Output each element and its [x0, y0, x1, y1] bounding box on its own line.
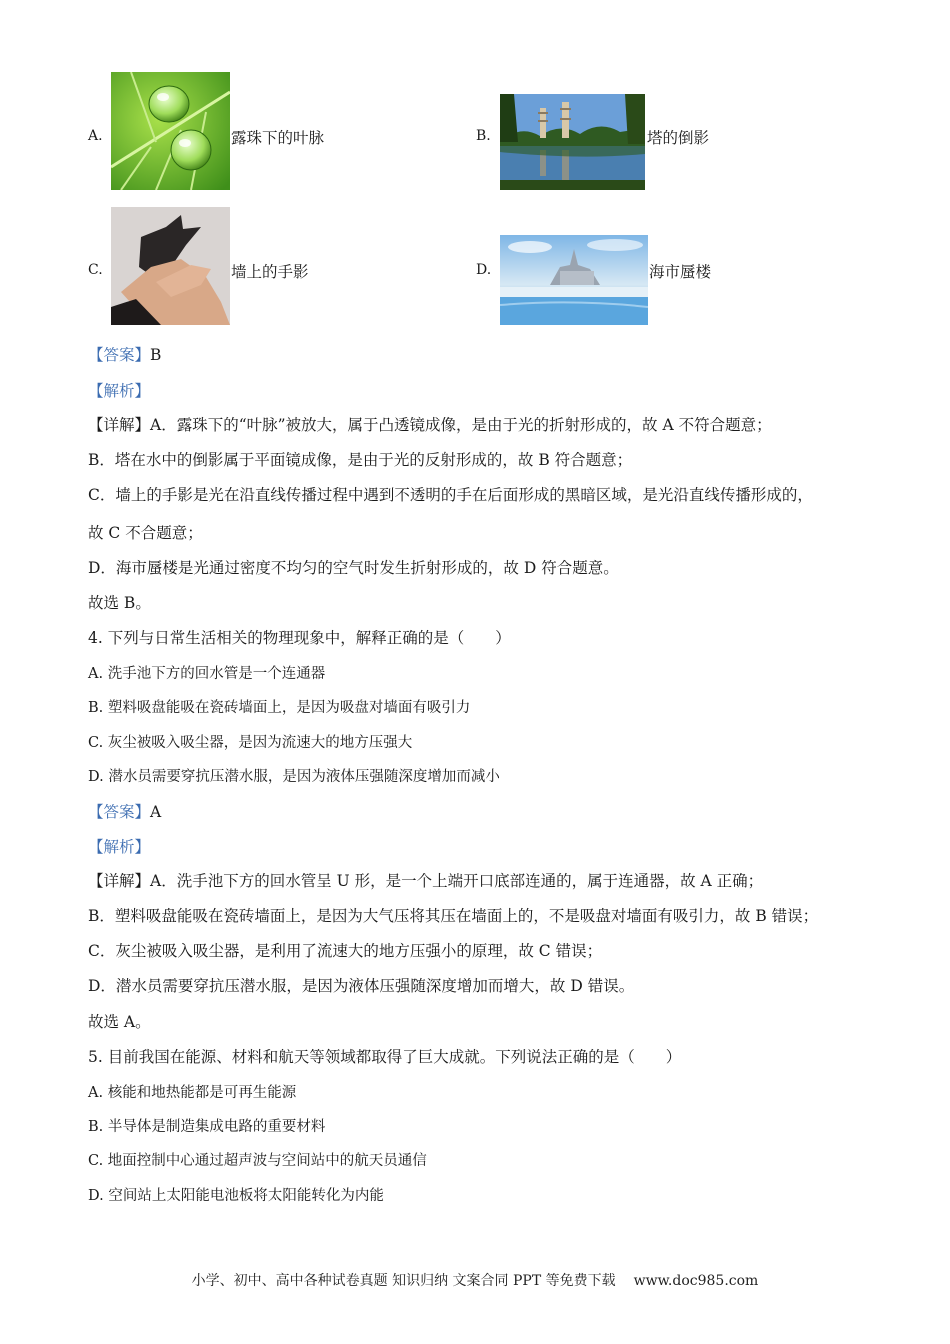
answer-tag: 【答案】: [88, 803, 151, 821]
conclusion-line: 故选 B。: [88, 594, 151, 612]
answer-line: [88, 800, 161, 822]
footer-url[interactable]: www.doc985.com: [633, 1273, 759, 1289]
option-letter: C.: [88, 262, 103, 278]
option-line: B. 塑料吸盘能吸在瓷砖墙面上，是因为吸盘对墙面有吸引力: [88, 700, 471, 716]
detail-line: D．海市蜃楼是光通过密度不均匀的空气时发生折射形成的，故 D 符合题意。: [88, 559, 619, 577]
option-line: A. 洗手池下方的回水管是一个连通器: [88, 666, 326, 682]
option-caption: 露珠下的叶脉: [231, 129, 325, 147]
mirage-image: [500, 235, 648, 325]
detail-tag: 【详解】: [88, 416, 151, 434]
option-line: C. 灰尘被吸入吸尘器，是因为流速大的地方压强大: [88, 735, 413, 751]
detail-line: 故 C 不合题意；: [88, 524, 203, 542]
detail-text: A．洗手池下方的回水管呈 U 形，是一个上端开口底部连通的，属于连通器，故 A 正确；: [150, 872, 764, 890]
analysis-tag: 【解析】: [88, 382, 151, 400]
option-line: B. 半导体是制造集成电路的重要材料: [88, 1119, 326, 1135]
pagoda-reflection-image: [500, 94, 645, 190]
footer-text: 小学、初中、高中各种试卷真题 知识归纳 文案合同 PPT 等免费下载: [191, 1273, 616, 1289]
option-caption: 墙上的手影: [231, 263, 309, 281]
option-caption: 塔的倒影: [647, 129, 710, 147]
detail-text: A．露珠下的“叶脉”被放大，属于凸透镜成像，是由于光的折射形成的，故 A 不符合题意；: [150, 416, 772, 434]
page-footer: [0, 1270, 950, 1290]
detail-line: B．塔在水中的倒影属于平面镜成像，是由于光的反射形成的，故 B 符合题意；: [88, 451, 633, 469]
detail-tag: 【详解】: [88, 872, 151, 890]
option-line: D. 空间站上太阳能电池板将太阳能转化为内能: [88, 1188, 384, 1204]
option-letter: A.: [88, 128, 103, 144]
detail-line: C．墙上的手影是光在沿直线传播过程中遇到不透明的手在后面形成的黑暗区域，是光沿直线传播形成的，: [88, 486, 813, 504]
answer-value: A: [150, 803, 162, 821]
option-letter: D.: [476, 262, 492, 278]
detail-line: C．灰尘被吸入吸尘器，是利用了流速大的地方压强小的原理，故 C 错误；: [88, 942, 603, 960]
detail-line: D．潜水员需要穿抗压潜水服，是因为液体压强随深度增加而增大，故 D 错误。: [88, 977, 635, 995]
answer-value: B: [150, 346, 162, 364]
detail-line: B．塑料吸盘能吸在瓷砖墙面上，是因为大气压将其压在墙面上的，不是吸盘对墙面有吸引力，故 B 错误；: [88, 907, 819, 925]
option-line: C. 地面控制中心通过超声波与空间站中的航天员通信: [88, 1153, 427, 1169]
question-stem: 5. 目前我国在能源、材料和航天等领域都取得了巨大成就。下列说法正确的是（ ）: [88, 1048, 682, 1066]
conclusion-line: 故选 A。: [88, 1013, 151, 1031]
leaf-dewdrop-image: [111, 72, 230, 190]
answer-tag: 【答案】: [88, 346, 151, 364]
detail-line: [88, 869, 763, 891]
option-line: D. 潜水员需要穿抗压潜水服，是因为液体压强随深度增加而减小: [88, 769, 500, 785]
hand-shadow-image: [111, 207, 230, 325]
analysis-tag: 【解析】: [88, 838, 151, 856]
option-caption: 海市蜃楼: [649, 263, 712, 281]
answer-line: [88, 343, 161, 365]
detail-line: [88, 413, 772, 435]
option-letter: B.: [476, 128, 491, 144]
question-stem: 4. 下列与日常生活相关的物理现象中，解释正确的是（ ）: [88, 629, 511, 647]
option-line: A. 核能和地热能都是可再生能源: [88, 1085, 297, 1101]
